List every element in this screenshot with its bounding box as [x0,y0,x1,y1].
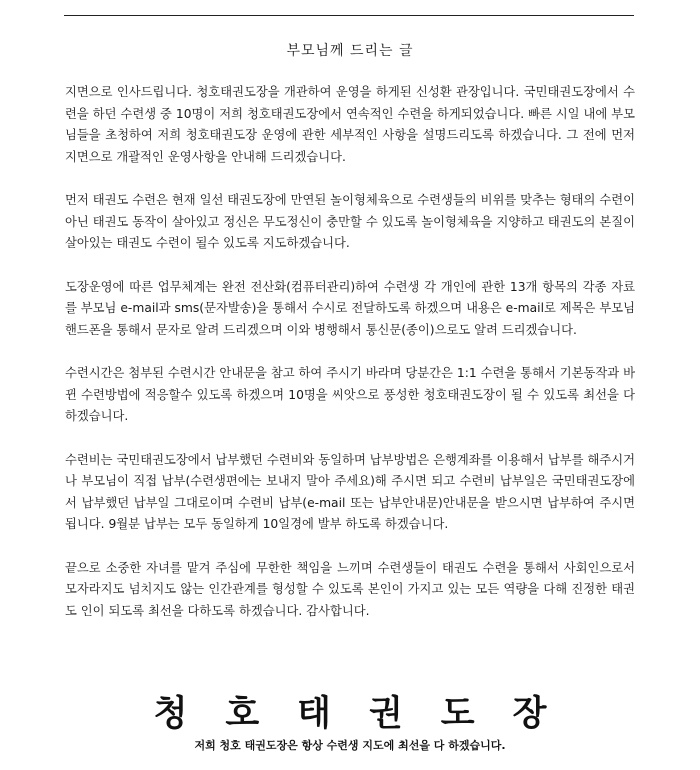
dojang-name: 청호태권도장 [153,693,585,734]
paragraph-closing: 끝으로 소중한 자녀를 맡겨 주심에 무한한 책임을 느끼며 수련생들이 태권도 수련을 통해서 사회인으로서 모자라지도 넘치지도 않는 인간관계를 형성할 수 있도록 본인이 가지고 있는 모든 역량을 다해 진정한 태권도 인이 되도록 최선을 다하도록 하겠습니다. 감사합니다. [65,560,635,618]
paragraph-operations: 도장운영에 따른 업무체계는 완전 전산화(컴퓨터관리)하여 수련생 각 개인에 관한 13개 항목의 각종 자료를 부모님 e-mail과 sms(문자발송)을 통해서 수시로 전달하도록 하겠으며 내용은 e-mail로 제목은 부모님 핸드폰을 통해서 문자로 알려 드리겠으며 이와 병행해서 통신문(종이)으로도 알려 드리겠습니다. [65,279,635,337]
paragraph-training-philosophy: 먼저 태권도 수련은 현재 일선 태권도장에 만연된 놀이형체육으로 수련생들의 비위를 맞추는 형태의 수련이 아닌 태권도 동작이 살아있고 정신은 무도정신이 충만할 수 있도록 놀이형체육을 지양하고 태권도의 본질이 살아있는 태권도 수련이 될수 있도록 지도하겠습니다. [65,193,635,250]
top-divider [64,15,634,16]
page-title: 부모님께 드리는 글 [286,43,414,59]
paragraph-greeting: 지면으로 인사드립니다. 청호태권도장을 개관하여 운영을 하게된 신성환 관장입니다. 국민태권도장에서 수련을 하던 수련생 중 10명이 저희 청호태권도장에서 연속적인 수련을 하게되었습니다. 빠른 시일 내에 부모님들을 초청하여 저희 청호태권도장 운영에 관한 세부적인 사항을 설명드리도록 하겠습니다. 그 전에 먼저 지면으로 개괄적인 운영사항을 안내해 드리겠습니다. [65,85,635,164]
paragraph-fees: 수련비는 국민태권도장에서 납부했던 수련비와 동일하며 납부방법은 은행계좌를 이용해서 납부를 해주시거나 부모님이 직접 납부(수련생편에는 보내지 말아 주세요)해 주시면 되고 수련비 납부일은 국민태권도장에서 납부했던 납부일 그대로이며 수련비 납부(e-mail 또는 납부안내문)안내문을 받으시면 납부하여 주시면 됩니다. 9월분 납부는 모두 동일하게 10일경에 발부 하도록 하겠습니다. [65,452,635,531]
letter-body [65,82,635,644]
paragraph-schedule: 수련시간은 첨부된 수련시간 안내문을 참고 하여 주시기 바라며 당분간은 1:1 수련을 통해서 기본동작과 바뀐 수련방법에 적응할수 있도록 하겠으며 10명을 씨앗으로 풍성한 청호태권도장이 될 수 있도록 최선을 다하겠습니다. [65,366,635,423]
dojang-motto: 저희 청호 태권도장은 항상 수련생 지도에 최선을 다 하겠습니다. [194,739,506,752]
